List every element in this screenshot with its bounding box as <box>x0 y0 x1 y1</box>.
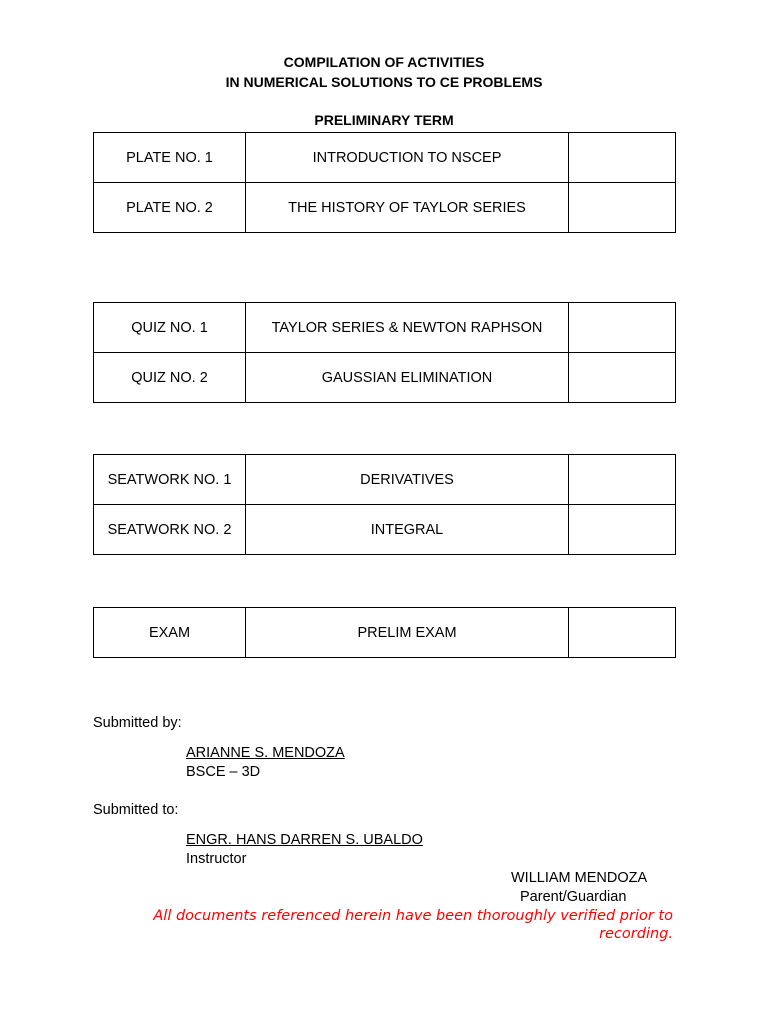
submitted-by-label: Submitted by: <box>93 715 182 731</box>
activity-label-cell: QUIZ NO. 2 <box>94 353 246 403</box>
exams-table <box>93 607 676 658</box>
instructor-name: ENGR. HANS DARREN S. UBALDO <box>186 832 423 848</box>
activity-title-cell: GAUSSIAN ELIMINATION <box>246 353 569 403</box>
activity-remark-cell <box>569 183 676 233</box>
document-title-line-2: IN NUMERICAL SOLUTIONS TO CE PROBLEMS <box>225 74 543 90</box>
table-row <box>94 608 676 658</box>
activity-title-cell: DERIVATIVES <box>246 455 569 505</box>
submitter-name: ARIANNE S. MENDOZA <box>186 745 345 761</box>
activity-title-cell: THE HISTORY OF TAYLOR SERIES <box>246 183 569 233</box>
table-row <box>94 505 676 555</box>
quizzes-table <box>93 302 676 403</box>
activity-title-cell: INTRODUCTION TO NSCEP <box>246 133 569 183</box>
submitted-to-label: Submitted to: <box>93 802 179 818</box>
activity-remark-cell <box>569 133 676 183</box>
activity-remark-cell <box>569 303 676 353</box>
activity-remark-cell <box>569 505 676 555</box>
submitter-section: BSCE – 3D <box>186 764 261 780</box>
table-row <box>94 133 676 183</box>
activity-title-cell: TAYLOR SERIES & NEWTON RAPHSON <box>246 303 569 353</box>
document-title-line-1: COMPILATION OF ACTIVITIES <box>283 54 485 70</box>
table-row <box>94 353 676 403</box>
activity-remark-cell <box>569 353 676 403</box>
activity-label-cell: PLATE NO. 1 <box>94 133 246 183</box>
table-row <box>94 183 676 233</box>
term-heading: PRELIMINARY TERM <box>314 112 454 128</box>
guardian-role: Parent/Guardian <box>520 889 627 905</box>
table-row <box>94 303 676 353</box>
instructor-role: Instructor <box>186 851 247 867</box>
activity-label-cell: PLATE NO. 2 <box>94 183 246 233</box>
verification-note: All documents referenced herein have been thoroughly verified prior to recording. <box>153 908 673 942</box>
seatworks-table <box>93 454 676 555</box>
activity-label-cell: SEATWORK NO. 2 <box>94 505 246 555</box>
plates-table <box>93 132 676 233</box>
activity-remark-cell <box>569 455 676 505</box>
activity-label-cell: QUIZ NO. 1 <box>94 303 246 353</box>
activity-title-cell: PRELIM EXAM <box>246 608 569 658</box>
table-row <box>94 455 676 505</box>
activity-label-cell: EXAM <box>94 608 246 658</box>
activity-remark-cell <box>569 608 676 658</box>
activity-title-cell: INTEGRAL <box>246 505 569 555</box>
guardian-name: WILLIAM MENDOZA <box>511 870 648 886</box>
activity-label-cell: SEATWORK NO. 1 <box>94 455 246 505</box>
